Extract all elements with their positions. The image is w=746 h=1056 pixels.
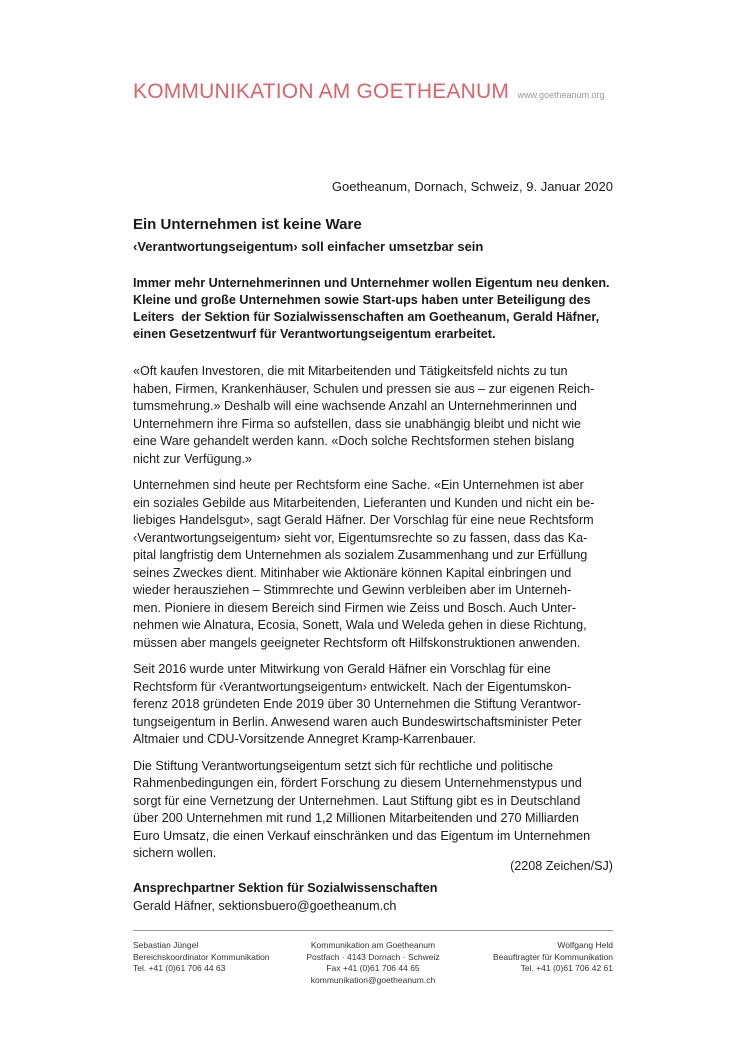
article-body xyxy=(133,363,615,872)
brand-url[interactable]: www.goetheanum.org xyxy=(517,90,605,100)
body-line: tumsmehrung.» Deshalb will eine wachsende Anzahl an Unternehmerinnen und xyxy=(133,399,577,413)
footer-name: Sebastian Jüngel xyxy=(133,940,199,950)
footer-left-contact xyxy=(133,940,270,975)
body-paragraph-3 xyxy=(133,661,615,749)
lead-paragraph xyxy=(133,275,615,343)
body-line: seines Zweckes dient. Mitinhaber wie Aktionäre können Kapital einbringen und xyxy=(133,565,572,580)
footer-right-contact xyxy=(493,940,613,975)
body-line: eine Ware gehandelt werden kann. «Doch solche Rechtsformen stehen bislang xyxy=(133,434,575,448)
body-line: «Oft kaufen Investoren, die mit Mitarbeitenden und Tätigkeitsfeld nichts zu tun xyxy=(133,364,568,378)
footer-phone: Tel. +41 (0)61 706 44 63 xyxy=(133,963,226,973)
footer-fax: Fax +41 (0)61 706 44 65 xyxy=(326,963,420,973)
body-line: ferenz 2018 gründeten Ende 2019 über 30 Unternehmen die Stiftung Verantwor- xyxy=(133,697,582,711)
body-line: nehmen wie Alnatura, Ecosia, Sonett, Wala und Weleda gehen in diese Richtung, xyxy=(133,618,587,632)
body-line: wieder herausziehen – Stimmrechte und Gewinn verbleiben aber im Unterneh- xyxy=(133,583,572,597)
lead-line: Immer mehr Unternehmerinnen und Unternehmer wollen Eigentum neu denken. xyxy=(133,276,610,290)
footer-center-contact xyxy=(273,940,473,986)
body-line: Euro Umsatz, die einen Verkauf einschränken und das Eigentum im Unternehmen xyxy=(133,828,591,843)
body-line: über 200 Unternehmen mit rund 1,2 Millionen Mitarbeitenden und 270 Milliarden xyxy=(133,811,579,825)
body-line: Die Stiftung Verantwortungseigentum setzt sich für rechtliche und politische xyxy=(133,758,554,773)
footer-email[interactable]: kommunikation@goetheanum.ch xyxy=(310,974,436,985)
body-paragraph-1 xyxy=(133,363,615,468)
body-line: ein soziales Gebilde aus Mitarbeitenden, Lieferanten und Kunden und nicht ein be- xyxy=(133,495,595,510)
body-line: pital langfristig dem Unternehmen als sozialem Zusammenhang und zur Erfüllung xyxy=(133,548,588,562)
body-line: Unternehmern ihre Firma so aufstellen, dass sie unabhängig bleibt und nicht wie xyxy=(133,416,582,431)
body-line: Rechtsform für ‹Verantwortungseigentum› entwickelt. Nach der Eigentumskon- xyxy=(133,679,572,694)
footer-role: Bereichskoordinator Kommunikation xyxy=(133,951,270,962)
footer-name: Wolfgang Held xyxy=(557,940,613,950)
footer-address: Postfach · 4143 Dornach · Schweiz xyxy=(306,951,440,962)
body-line: Altmaier und CDU-Vorsitzende Annegret Kramp-Karrenbauer. xyxy=(133,732,477,746)
contact-title: Ansprechpartner Sektion für Sozialwissenschaften xyxy=(133,881,438,895)
headline: Ein Unternehmen ist keine Ware xyxy=(133,216,362,233)
body-line: men. Pioniere in diesem Bereich sind Firmen wie Zeiss und Bosch. Auch Unter- xyxy=(133,600,577,615)
body-line: liebiges Handelsgut», sagt Gerald Häfner. Der Vorschlag für eine neue Rechtsform xyxy=(133,513,594,527)
dateline: Goetheanum, Dornach, Schweiz, 9. Januar 2020 xyxy=(331,179,613,194)
footer-role: Beauftragter für Kommunikation xyxy=(492,951,613,962)
body-line: Rahmenbedingungen ein, fördert Forschung zu diesem Unternehmenstypus und xyxy=(133,776,582,790)
body-line: sorgt für eine Vernetzung der Unternehmen. Laut Stiftung gibt es in Deutschland xyxy=(133,793,581,808)
body-line: nicht zur Verfügung.» xyxy=(133,451,253,466)
body-paragraph-4 xyxy=(133,758,615,863)
body-line: müssen aber mangels geeigneter Rechtsform oft Hilfskonstruktionen anwenden. xyxy=(133,635,581,650)
footer-divider xyxy=(133,930,613,931)
body-paragraph-2 xyxy=(133,477,615,652)
lead-line: Leiters der Sektion für Sozialwissenschaften am Goetheanum, Gerald Häfner, xyxy=(133,310,600,324)
footer-org: Kommunikation am Goetheanum xyxy=(310,940,436,950)
character-count: (2208 Zeichen/SJ) xyxy=(510,859,613,873)
body-line: tungseigentum in Berlin. Anwesend waren auch Bundeswirtschaftsminister Peter xyxy=(133,714,582,729)
body-line: Seit 2016 wurde unter Mitwirkung von Gerald Häfner ein Vorschlag für eine xyxy=(133,662,551,676)
body-line: haben, Firmen, Krankenhäuser, Schulen und pressen sie aus – zur eigenen Reich- xyxy=(133,381,595,396)
body-line: Unternehmen sind heute per Rechtsform eine Sache. «Ein Unternehmen ist aber xyxy=(133,478,584,492)
footer-phone: Tel. +41 (0)61 706 42 61 xyxy=(520,963,613,973)
contact-line[interactable]: Gerald Häfner, sektionsbuero@goetheanum.ch xyxy=(133,899,397,913)
lead-line: einen Gesetzentwurf für Verantwortungseigentum erarbeitet. xyxy=(133,327,496,341)
masthead xyxy=(133,80,605,104)
subheadline: ‹Verantwortungseigentum› soll einfacher umsetzbar sein xyxy=(133,239,484,254)
body-line: sichern wollen. xyxy=(133,846,217,860)
brand-title: KOMMUNIKATION AM GOETHEANUM xyxy=(133,80,510,103)
lead-line: Kleine und große Unternehmen sowie Start-ups haben unter Beteiligung des xyxy=(133,293,591,307)
body-line: ‹Verantwortungseigentum› sieht vor, Eigentumsrechte so zu fassen, dass das Ka- xyxy=(133,530,588,545)
